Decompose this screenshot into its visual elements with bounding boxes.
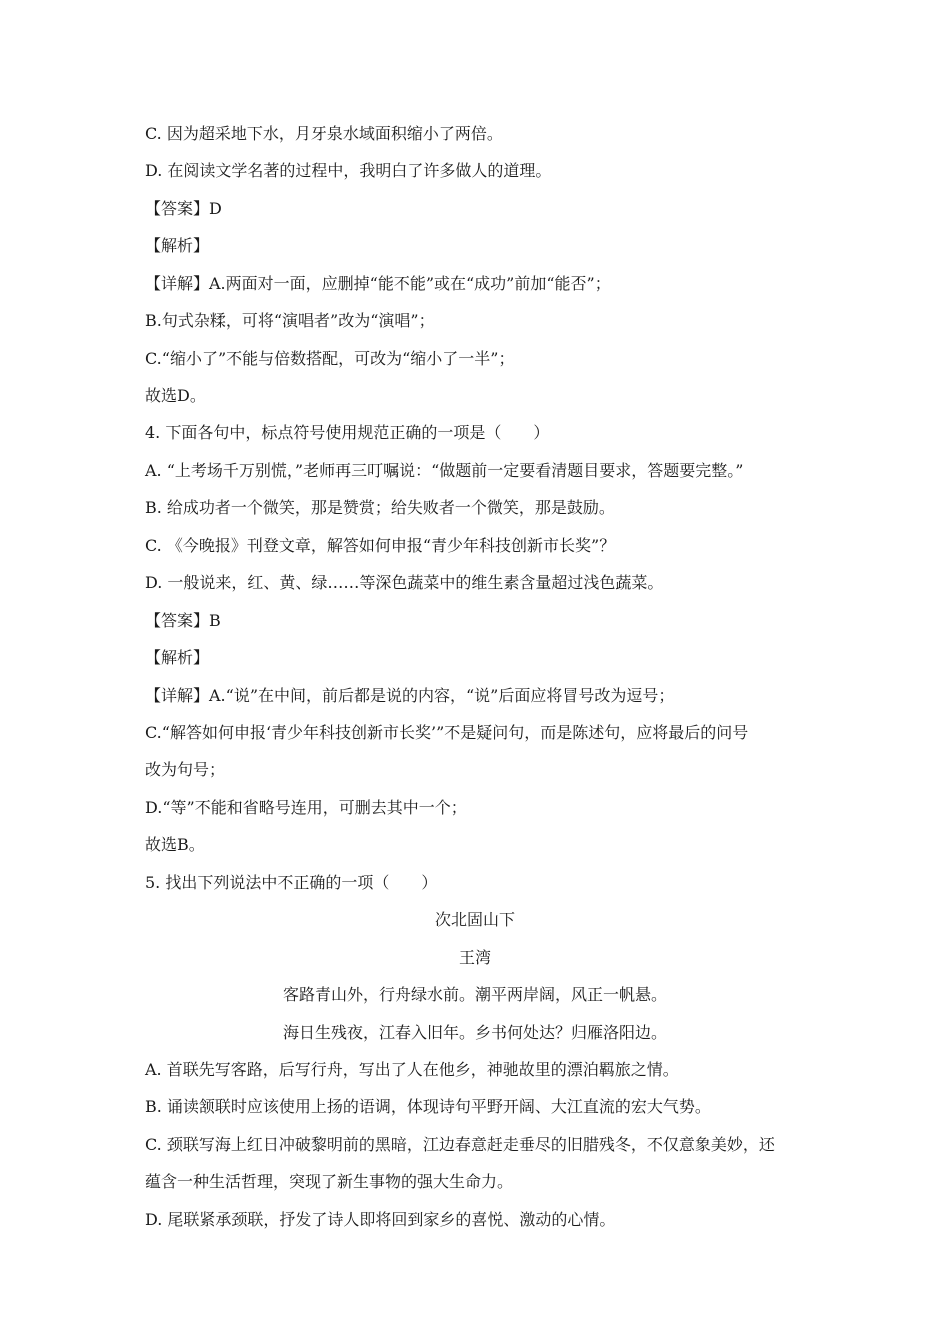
q4-analysis-heading: 【解析】: [145, 648, 210, 667]
q3-analysis-heading: 【解析】: [145, 236, 210, 255]
q3-detail-2: B.句式杂糅，可将“演唱者”改为“演唱”；: [145, 311, 435, 330]
poem-line-2: 海日生残夜，江春入旧年。乡书何处达？归雁洛阳边。: [282, 1023, 667, 1042]
q4-option-a: A. “上考场千万别慌，”老师再三叮嘱说：“做题前一定要看清题目要求，答题要完整。”: [145, 461, 744, 480]
q3-detail-3: C.“缩小了”不能与倍数搭配，可改为“缩小了一半”；: [145, 349, 515, 368]
q5-stem: 5. 找出下列说法中不正确的一项（ ）: [145, 873, 438, 892]
q3-detail-1: 【详解】A.两面对一面，应删掉“能不能”或在“成功”前加“能否”；: [145, 274, 611, 293]
q4-option-d: D. 一般说来，红、黄、绿……等深色蔬菜中的维生素含量超过浅色蔬菜。: [145, 573, 664, 592]
q4-detail-1: 【详解】A.“说”在中间，前后都是说的内容，“说”后面应将冒号改为逗号；: [145, 686, 675, 705]
q5-option-c-line-2: 蕴含一种生活哲理，突现了新生事物的强大生命力。: [145, 1172, 514, 1191]
q3-answer: 【答案】D: [145, 199, 222, 218]
poem-author: 王湾: [458, 948, 491, 967]
q4-answer: 【答案】B: [145, 611, 221, 630]
q4-option-b: B. 给成功者一个微笑，那是赞赏；给失败者一个微笑，那是鼓励。: [145, 498, 615, 517]
q4-conclusion: 故选B。: [145, 835, 205, 854]
q4-option-c: C. 《今晚报》刊登文章，解答如何申报“青少年科技创新市长奖”？: [145, 536, 616, 555]
q4-detail-2b: 改为句号；: [145, 760, 226, 779]
poem-line-1: 客路青山外，行舟绿水前。潮平两岸阔，风正一帆悬。: [282, 985, 667, 1004]
q3-option-d: D. 在阅读文学名著的过程中，我明白了许多做人的道理。: [145, 161, 552, 180]
q3-conclusion: 故选D。: [145, 386, 206, 405]
q5-option-d: D. 尾联紧承颈联，抒发了诗人即将回到家乡的喜悦、激动的心情。: [145, 1210, 616, 1229]
q4-stem: 4. 下面各句中，标点符号使用规范正确的一项是（ ）: [145, 423, 550, 442]
q3-option-c: C. 因为超采地下水，月牙泉水域面积缩小了两倍。: [145, 124, 503, 143]
q4-detail-2a: C.“解答如何申报‘青少年科技创新市长奖’”不是疑问句，而是陈述句，应将最后的问号: [145, 723, 749, 742]
poem-title: 次北固山下: [434, 910, 515, 929]
q5-option-c-line-1: C. 颈联写海上红日冲破黎明前的黑暗，江边春意赶走垂尽的旧腊残冬，不仅意象美妙，还: [145, 1135, 775, 1154]
q4-detail-3: D.“等”不能和省略号连用，可删去其中一个；: [145, 798, 467, 817]
q5-option-b: B. 诵读颔联时应该使用上扬的语调，体现诗句平野开阔、大江直流的宏大气势。: [145, 1097, 711, 1116]
q5-option-a: A. 首联先写客路，后写行舟，写出了人在他乡，神驰故里的漂泊羁旅之情。: [145, 1060, 679, 1079]
